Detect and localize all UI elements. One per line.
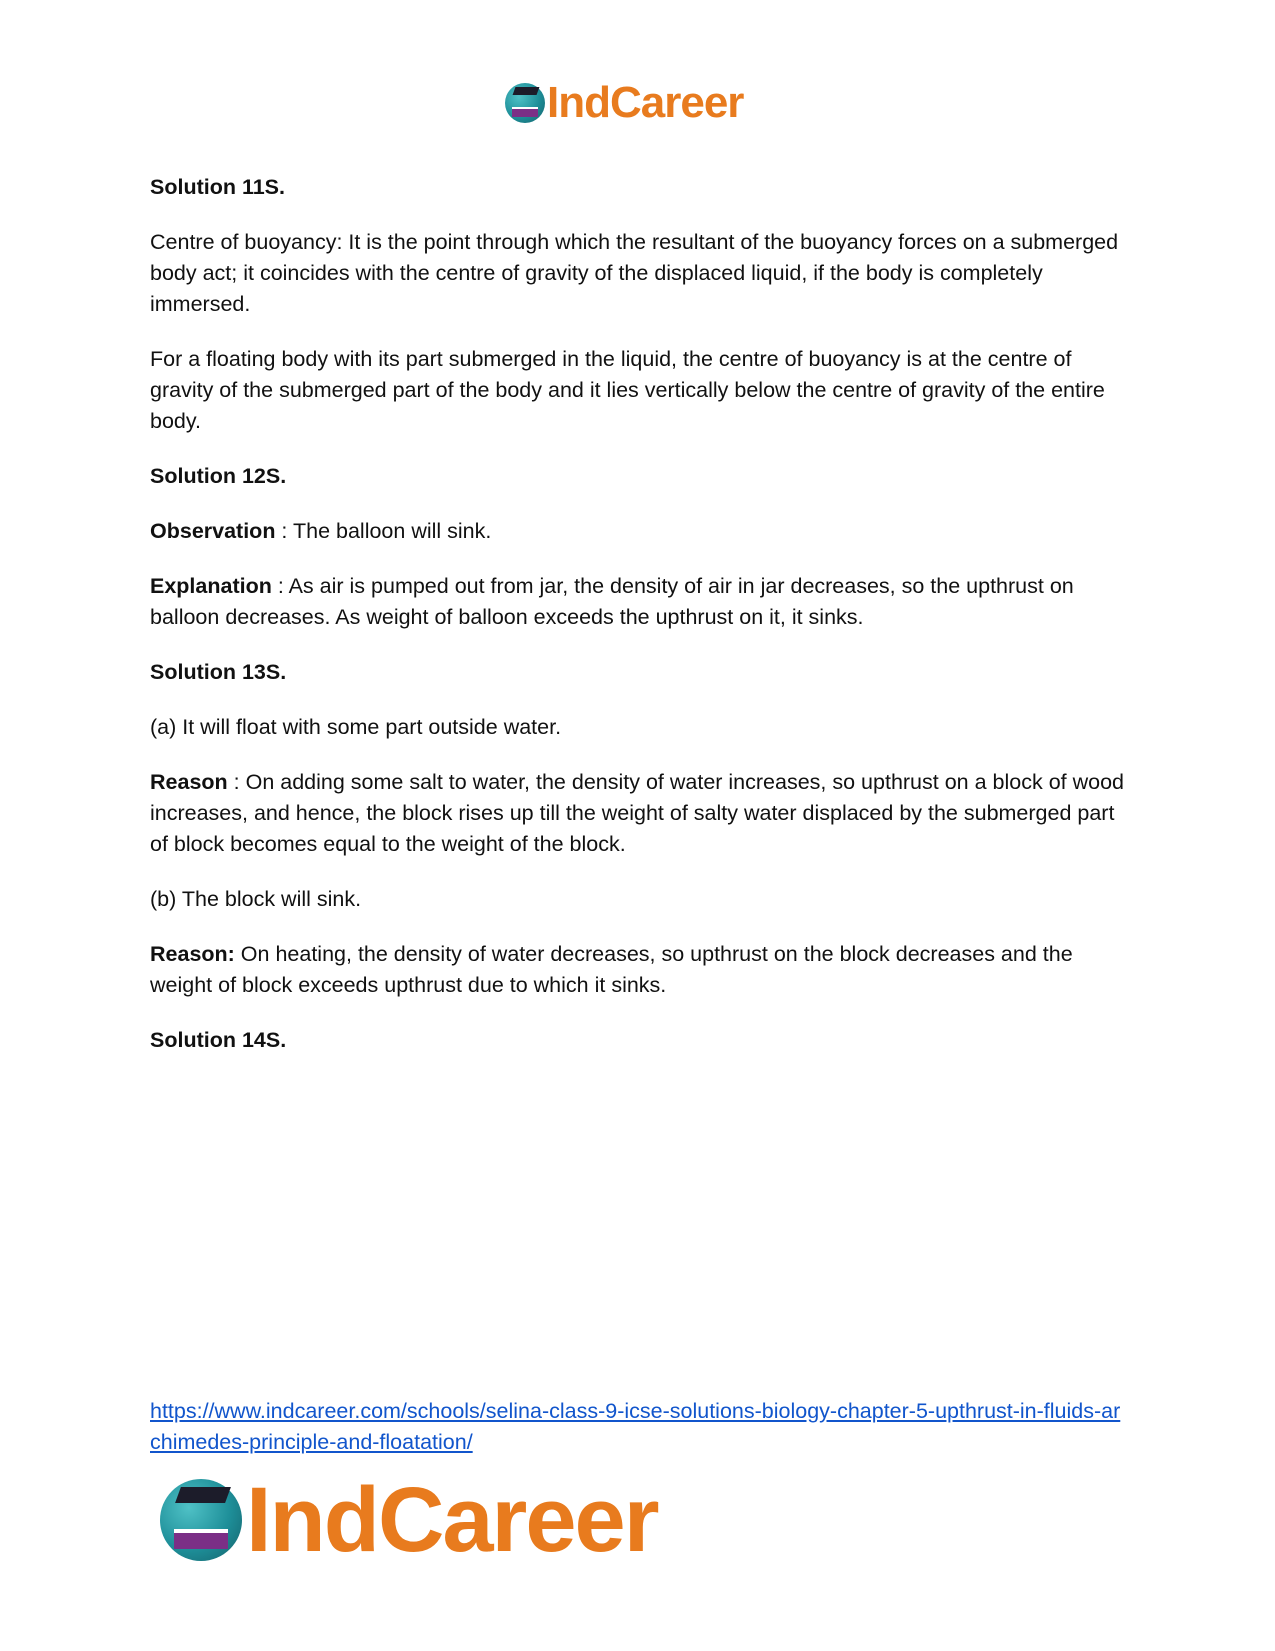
paragraph <box>150 767 1130 860</box>
graduation-cap-logo-icon <box>160 1479 242 1561</box>
section-heading: Solution 14S. <box>150 1028 287 1052</box>
paragraph-lead: Reason <box>150 770 228 794</box>
paragraph <box>150 516 1130 547</box>
paragraph <box>150 712 1130 743</box>
paragraph <box>150 939 1130 1001</box>
paragraph-text: For a floating body with its part submerged in the liquid, the centre of buoyancy is at the centre of gravity of the submerged part of the body and it lies vertically below the centre of gravity of the entire body. <box>150 347 1105 433</box>
section-heading: Solution 12S. <box>150 464 287 488</box>
paragraph-text: : As air is pumped out from jar, the density of air in jar decreases, so the upthrust on balloon decreases. As weight of balloon exceeds the upthrust on it, it sinks. <box>150 574 1074 629</box>
paragraph-lead: Observation <box>150 519 276 543</box>
header-logo <box>505 78 743 128</box>
footer-logo <box>160 1470 658 1570</box>
paragraph-text: : On adding some salt to water, the density of water increases, so upthrust on a block of wood increases, and hence, the block rises up till the weight of salty water displaced by the submerged part of block becomes equal to the weight of the block. <box>150 770 1124 856</box>
paragraph-lead: Explanation <box>150 574 272 598</box>
header-logo-text: IndCareer <box>547 78 744 127</box>
paragraph <box>150 344 1130 437</box>
paragraph-text: (b) The block will sink. <box>150 887 362 911</box>
paragraph <box>150 227 1130 320</box>
source-url-link[interactable]: https://www.indcareer.com/schools/selina-class-9-icse-solutions-biology-chapter-5-upthrust-in-fluids-archimedes-principle-and-floatation/ <box>150 1399 1121 1454</box>
document-body <box>150 172 1130 1080</box>
paragraph-text: : The balloon will sink. <box>275 519 492 543</box>
graduation-cap-logo-icon <box>505 83 545 123</box>
paragraph-text: Centre of buoyancy: It is the point through which the resultant of the buoyancy forces on a submerged body act; it coincides with the centre of gravity of the displaced liquid, if the body is completely immersed. <box>150 230 1119 316</box>
paragraph <box>150 884 1130 915</box>
footer-logo-text: IndCareer <box>246 1469 658 1571</box>
paragraph-text: On heating, the density of water decreases, so upthrust on the block decreases and the weight of block exceeds upthrust due to which it sinks. <box>150 942 1073 997</box>
section-heading: Solution 11S. <box>150 175 285 199</box>
section-heading: Solution 13S. <box>150 660 287 684</box>
paragraph <box>150 571 1130 633</box>
paragraph-text: (a) It will float with some part outside water. <box>150 715 562 739</box>
paragraph-lead: Reason: <box>150 942 235 966</box>
